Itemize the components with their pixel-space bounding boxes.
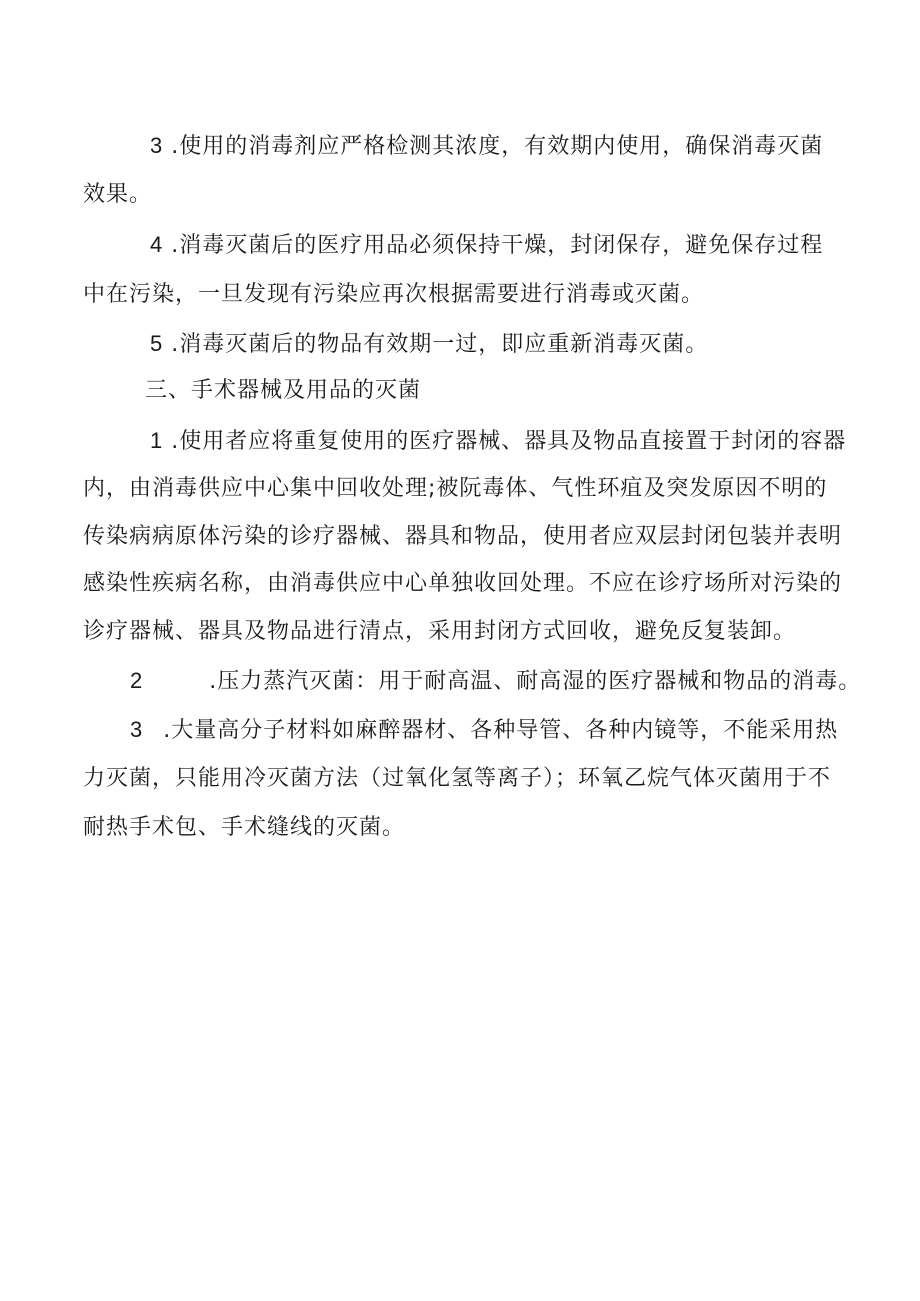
item-text: .使用的消毒剂应严格检测其浓度，有效期内使用，确保消毒灭菌 — [171, 134, 824, 159]
section-heading: 三、手术器械及用品的灭菌 — [145, 378, 422, 403]
item-1-line-1 — [150, 428, 846, 455]
item-3b-line-1 — [130, 717, 838, 744]
item-number: 3 — [130, 717, 144, 742]
item-3-line-1 — [150, 133, 823, 160]
item-number: 1 — [150, 428, 164, 453]
item-5-line-1 — [150, 331, 708, 358]
item-number: 3 — [150, 133, 164, 158]
item-3-line-2: 效果。 — [83, 182, 153, 207]
item-text: .消毒灭菌后的物品有效期一过，即应重新消毒灭菌。 — [171, 332, 709, 357]
item-1-line-2: 内，由消毒供应中心集中回收处理;被阮毒体、气性环疽及突发原因不明的 — [83, 476, 828, 501]
item-1-line-5: 诊疗器械、器具及物品进行清点，采用封闭方式回收，避免反复装卸。 — [83, 619, 797, 644]
item-1-line-3: 传染病病原体污染的诊疗器械、器具和物品，使用者应双层封闭包装并表明 — [83, 524, 843, 549]
item-4-line-2: 中在污染，一旦发现有污染应再次根据需要进行消毒或灭菌。 — [83, 282, 705, 307]
item-text: .压力蒸汽灭菌：用于耐高温、耐高湿的医疗器械和物品的消毒。 — [209, 669, 862, 694]
item-text: .大量高分子材料如麻醉器材、各种导管、各种内镜等，不能采用热 — [163, 718, 839, 743]
item-3b-line-3: 耐热手术包、手术缝线的灭菌。 — [83, 815, 406, 840]
item-text: .消毒灭菌后的医疗用品必须保持干燥，封闭保存，避免保存过程 — [171, 233, 824, 258]
item-text: .使用者应将重复使用的医疗器械、器具及物品直接置于封闭的容器 — [171, 429, 847, 454]
item-number: 5 — [150, 331, 164, 356]
item-4-line-1 — [150, 232, 823, 259]
item-2-line-1 — [130, 668, 861, 695]
item-number: 2 — [130, 668, 144, 693]
item-number: 4 — [150, 232, 164, 257]
item-1-line-4: 感染性疾病名称，由消毒供应中心单独收回处理。不应在诊疗场所对污染的 — [83, 571, 843, 596]
item-3b-line-2: 力灭菌，只能用冷灭菌方法（过氧化氢等离子）；环氧乙烷气体灭菌用于不 — [83, 766, 832, 791]
